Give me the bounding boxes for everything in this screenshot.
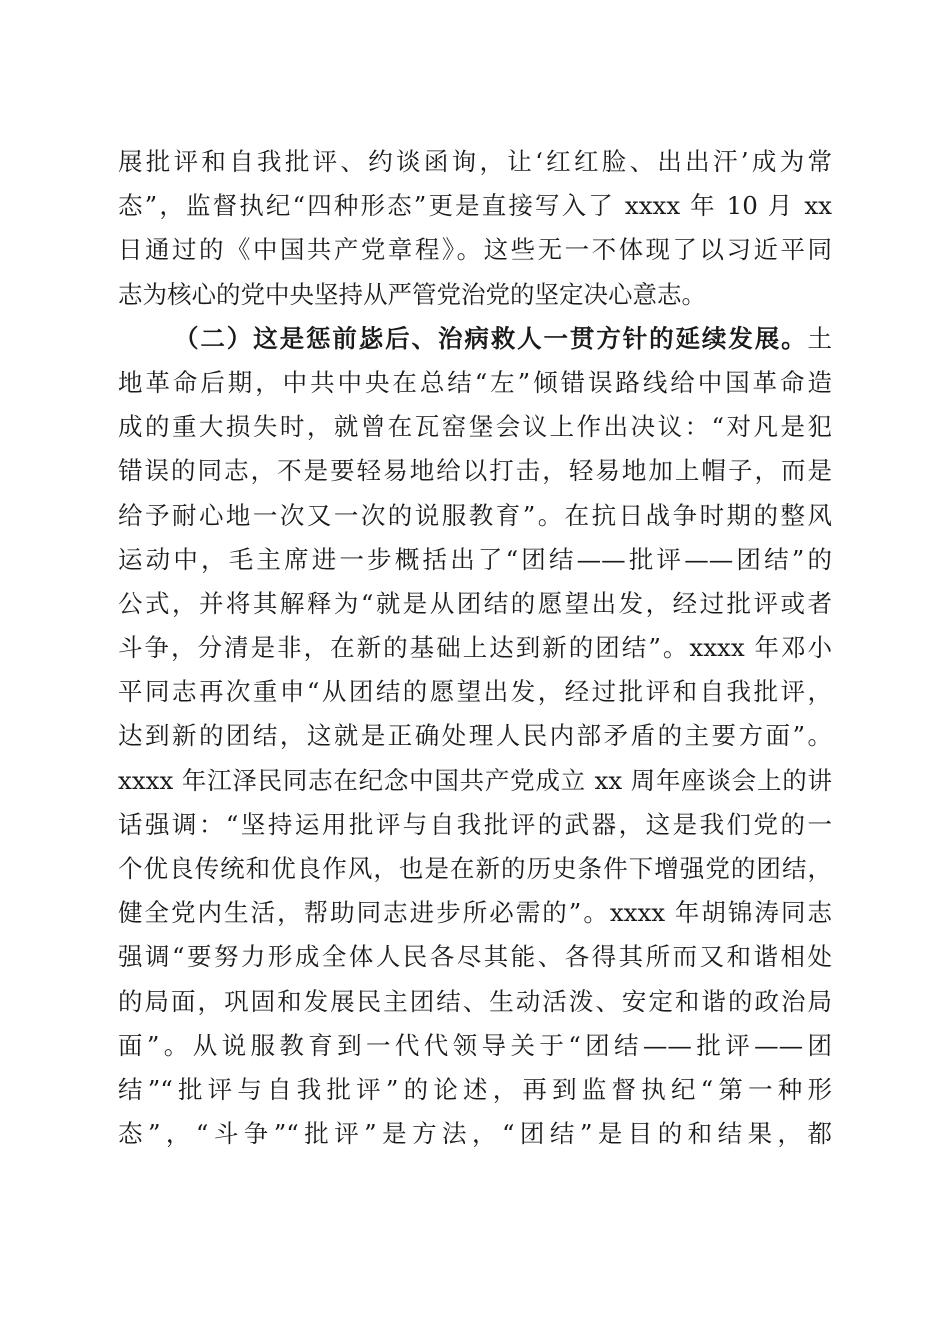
text-run: 土 <box>807 323 832 353</box>
body-text <box>118 140 832 1156</box>
text-line: 个优良传统和优良作风，也是在新的历史条件下增强党的团结， <box>118 854 832 883</box>
text-line: 错误的同志，不是要轻易地给以打击，轻易地加上帽子，而是 <box>118 456 832 486</box>
text-line: 公式，并将其解释为“就是从团结的愿望出发，经过批评或者 <box>118 588 832 618</box>
text-line: 成的重大损失时，就曾在瓦窑堡会议上作出决议：“对凡是犯 <box>118 412 832 442</box>
text-line: 志为核心的党中央坚持从严管党治党的坚定决心意志。 <box>118 279 706 309</box>
text-line: 态”，监督执纪“四种形态”更是直接写入了 xxxx 年 10 月 xx <box>118 191 832 221</box>
text-line: 日通过的《中国共产党章程》。这些无一不体现了以习近平同 <box>118 235 832 265</box>
text-line: 话强调：“坚持运用批评与自我批评的武器，这是我们党的一 <box>118 809 832 839</box>
section-heading: （二）这是惩前毖后、治病救人一贯方针的延续发展。 <box>174 323 808 353</box>
text-line: 展批评和自我批评、约谈函询，让‘红红脸、出出汗’成为常 <box>118 147 832 176</box>
text-line: 平同志再次重申“从团结的愿望出发，经过批评和自我批评， <box>118 677 832 707</box>
text-line: 健全党内生活，帮助同志进步所必需的”。xxxx 年胡锦涛同志 <box>118 898 832 928</box>
text-line: 强调“要努力形成全体人民各尽其能、各得其所而又和谐相处 <box>118 942 832 972</box>
text-line: 运动中，毛主席进一步概括出了“团结——批评——团结”的 <box>118 544 832 574</box>
text-line: 结”“批评与自我批评”的论述，再到监督执纪“第一种形 <box>118 1074 832 1104</box>
text-line: 态”，“斗争”“批评”是方法，“团结”是目的和结果，都 <box>118 1119 832 1149</box>
text-line: 面”。从说服教育到一代代领导关于“团结——批评——团 <box>118 1030 832 1060</box>
text-line: 的局面，巩固和发展民主团结、生动活泼、安定和谐的政治局 <box>118 986 832 1016</box>
section-heading-line <box>118 317 832 361</box>
text-line: 地革命后期，中共中央在总结“左”倾错误路线给中国革命造 <box>118 367 832 397</box>
text-line: 斗争，分清是非，在新的基础上达到新的团结”。xxxx 年邓小 <box>118 633 832 663</box>
text-line: 达到新的团结，这就是正确处理人民内部矛盾的主要方面”。 <box>118 721 832 751</box>
text-line: xxxx 年江泽民同志在纪念中国共产党成立 xx 周年座谈会上的讲 <box>118 765 832 795</box>
text-line: 给予耐心地一次又一次的说服教育”。在抗日战争时期的整风 <box>118 500 832 530</box>
